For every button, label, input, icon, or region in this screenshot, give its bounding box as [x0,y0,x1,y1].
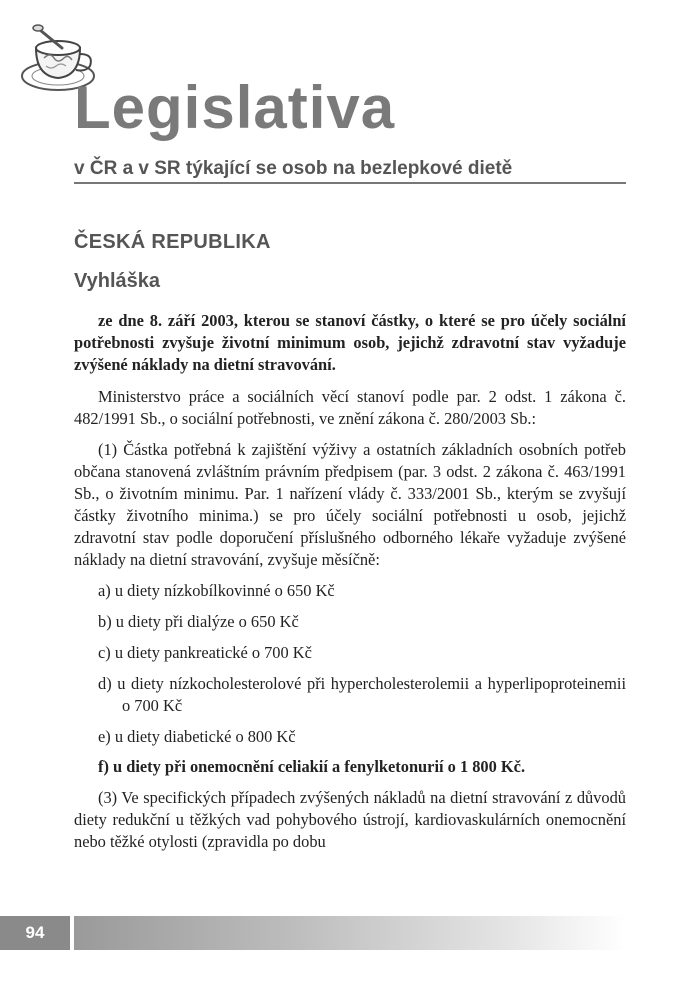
section-heading-law-type: Vyhláška [74,270,160,292]
list-item-e: e) u diety diabetické o 800 Kč [98,727,296,746]
intro-paragraph: Ministerstvo práce a sociálních věcí stanoví podle par. 2 odst. 1 zákona č. 482/1991 Sb., o sociální potřebnosti, ve znění zákona č. 280/2003 Sb.: [74,387,626,428]
list-item-c: c) u diety pankreatické o 700 Kč [98,643,312,662]
footer-gradient-bar [74,916,626,950]
list-item-f-bold: f) u diety při onemocnění celiakií a fenylketonurií o 1 800 Kč. [98,757,526,776]
document-body [74,310,626,853]
paragraph-3: (3) Ve specifických případech zvýšených nákladů na dietní stravování z důvodů diety redukční u těžkých vad pohybového ústrojí, kardiovaskulárních onemocnění nebo těžké otylosti (zpravidla po dobu [74,788,626,851]
paragraph-1: (1) Částka potřebná k zajištění výživy a ostatních základních osobních potřeb občana stanovená zvláštním právním předpisem (par. 3 odst. 2 zákona č. 463/1991 Sb., o životním minimu. Par. 1 nařízení vlády č. 333/2001 Sb., kterým se zvyšují částky životního minima.) se pro účely sociální potřebnosti u osob, jejichž zdravotní stav podle doporučení příslušného odborného lékaře vyžaduje zvýšené náklady na dietní stravování, zvyšuje měsíčně: [74,440,626,569]
subtitle-underline [74,182,626,184]
list-item-b: b) u diety při dialýze o 650 Kč [98,612,299,631]
list-item-a: a) u diety nízkobílkovinné o 650 Kč [98,581,335,600]
page-subtitle: v ČR a v SR týkající se osob na bezlepkové dietě [74,158,513,179]
section-heading-country: ČESKÁ REPUBLIKA [74,231,271,253]
list-item-d: d) u diety nízkocholesterolové při hypercholesterolemii a hyperlipoproteinemii o 700 Kč [98,674,626,715]
page-number: 94 [25,923,45,942]
decree-lead-paragraph: ze dne 8. září 2003, kterou se stanoví částky, o které se pro účely sociální potřebnosti zvyšuje životní minimum osob, jejichž zdravotní stav vyžaduje zvýšené náklady na dietní stravování. [74,311,626,374]
page-title: Legislativa [74,74,396,141]
